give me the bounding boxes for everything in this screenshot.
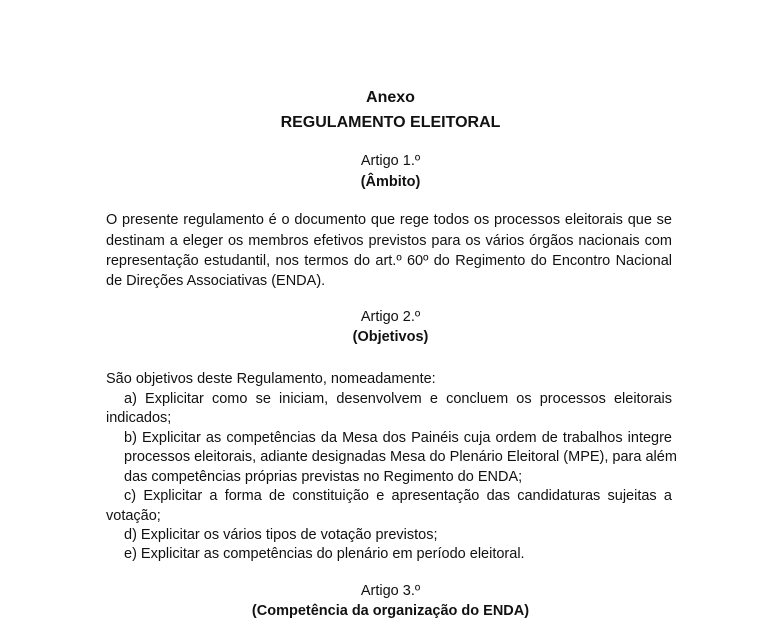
article-2-intro: São objetivos deste Regulamento, nomeadamente: [106,371,436,387]
objective-item-b: b) Explicitar as competências da Mesa dos Painéis cuja ordem de trabalhos integre [124,430,672,446]
objective-item-c: c) Explicitar a forma de constituição e apresentação das candidaturas sujeitas a [124,488,672,504]
article-2-number: Artigo 2.º [360,309,421,325]
objective-item-a-cont: indicados; [106,410,172,426]
article-3-heading: (Competência da organização do ENDA) [251,603,530,619]
article-1-line: O presente regulamento é o documento que rege todos os processos eleitorais que se [106,212,672,228]
article-1-line: destinam a eleger os membros efetivos previstos para os vários órgãos nacionais com [106,233,672,249]
article-1-line: representação estudantil, nos termos do art.º 60º do Regimento do Encontro Nacional [106,253,672,269]
objective-item-b-cont: das competências próprias previstas no Regimento do ENDA; [124,469,523,485]
objective-item-d: d) Explicitar os vários tipos de votação previstos; [124,527,438,543]
annex-title: Anexo [366,89,415,106]
objective-item-a: a) Explicitar como se iniciam, desenvolvem e concluem os processos eleitorais [124,391,672,407]
objective-item-e: e) Explicitar as competências do plenário em período eleitoral. [124,546,525,562]
objective-item-b-cont: processos eleitorais, adiante designadas Mesa do Plenário Eleitoral (MPE), para além [124,449,677,465]
objective-item-c-cont: votação; [106,508,161,524]
article-2-heading: (Objetivos) [352,329,429,345]
article-1-line: de Direções Associativas (ENDA). [106,273,326,289]
regulation-title: REGULAMENTO ELEITORAL [280,114,501,131]
article-3-number: Artigo 3.º [360,583,421,599]
article-1-heading: (Âmbito) [360,174,421,190]
article-1-number: Artigo 1.º [360,153,421,169]
